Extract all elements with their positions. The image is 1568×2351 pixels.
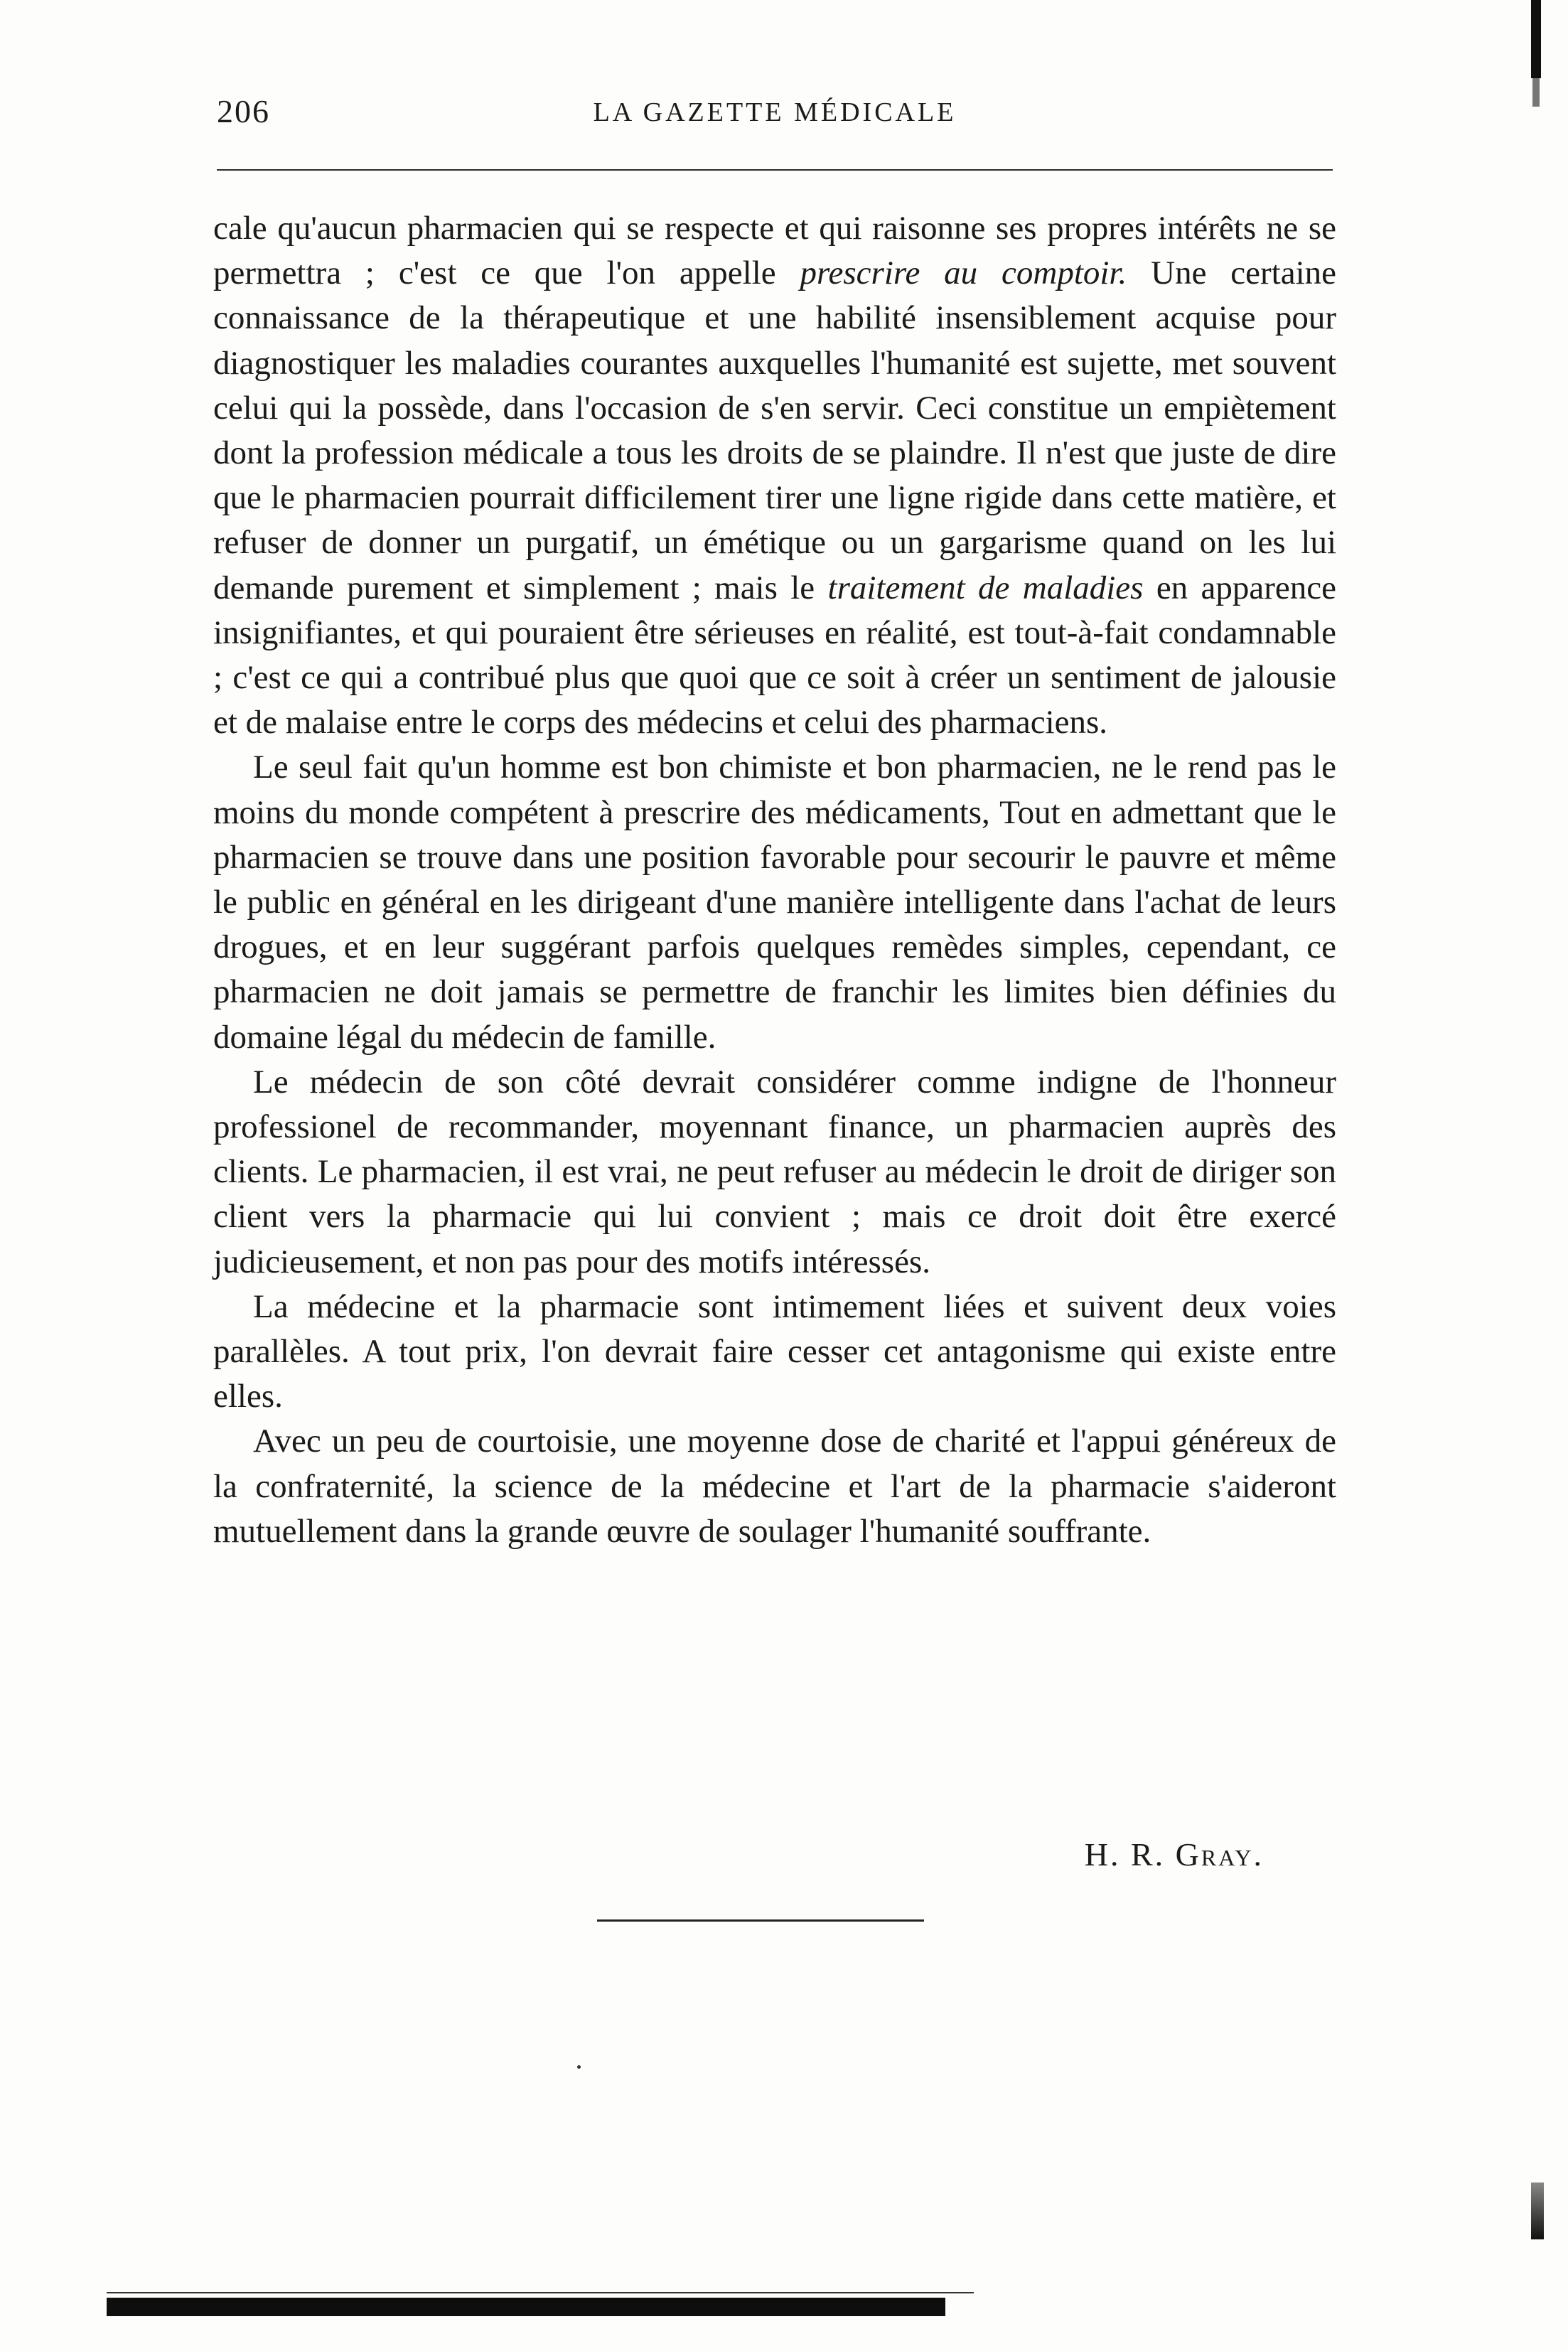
page-edge-mark xyxy=(1531,2183,1544,2239)
running-title: LA GAZETTE MÉDICALE xyxy=(593,97,957,127)
page-header xyxy=(217,92,1333,135)
scan-artifact-line xyxy=(107,2292,974,2293)
page-number: 206 xyxy=(217,93,270,129)
page-edge-mark xyxy=(1531,0,1541,78)
page-edge-mark xyxy=(1532,78,1540,107)
paragraph-1-text-b: Une certaine connaissance de la thérapeutique et une habilité insensiblement acquise pour diagnostiquer les maladies courantes auxquelles l'humanité est sujette, met souvent celui qui la possède, dans l'occasion de s'en servir. Ceci constitue un empiètement dont la profession médicale a tous les droits de se plaindre. Il n'est que juste de dire que le pharmacien pourrait difficilement tirer une ligne rigide dans cette matière, et refuser de donner un purgatif, un émétique ou un gargarisme quand on les lui demande purement et simplement ; mais le xyxy=(213,255,1336,606)
italic-phrase-prescrire: prescrire au comptoir. xyxy=(800,255,1127,292)
header-rule xyxy=(217,169,1333,171)
article-body xyxy=(213,206,1336,1554)
paragraph-4: La médecine et la pharmacie sont intimement liées et suivent deux voies parallèles. A tout prix, l'on devrait faire cesser cet antagonisme qui existe entre elles. xyxy=(213,1287,1336,1415)
paragraph-3: Le médecin de son côté devrait considérer comme indigne de l'honneur professionel de recommander, moyennant finance, un pharmacien auprès des clients. Le pharmacien, il est vrai, ne peut refuser au médecin le droit de diriger son client vers la pharmacie qui lui convient ; mais ce droit doit être exercé judicieusement, et non pas pour des motifs intéressés. xyxy=(213,1063,1336,1280)
author-initials: H. R. xyxy=(1084,1836,1176,1873)
author-signature xyxy=(1085,1836,1264,1873)
paragraph-5: Avec un peu de courtoisie, une moyenne dose de charité et l'appui généreux de la confraternité, la science de la médecine et l'art de la pharmacie s'aideront mutuellement dans la grande œuvre de soulager l'humanité souffrante. xyxy=(213,1423,1336,1550)
ink-speck xyxy=(577,2065,581,2069)
paragraph-1 xyxy=(213,206,1336,745)
author-surname: Gray. xyxy=(1175,1836,1264,1873)
scan-artifact-bar xyxy=(107,2298,945,2316)
italic-phrase-traitement: traitement de maladies xyxy=(827,569,1144,606)
paragraph-2: Le seul fait qu'un homme est bon chimiste et bon pharmacien, ne le rend pas le moins du monde compétent à prescrire des médicaments, Tout en admettant que le pharmacien se trouve dans une position favorable pour secourir le pauvre et même le public en général en les dirigeant d'une manière intelligente dans l'achat de leurs drogues, et en leur suggérant parfois quelques remèdes simples, cependant, ce pharmacien ne doit jamais se permettre de franchir les limites bien définies du domaine légal du médecin de famille. xyxy=(213,749,1336,1056)
closing-rule xyxy=(597,1919,924,1922)
paragraph-1-text-c: en apparence insignifiantes, et qui pouraient être sérieuses en réalité, est tout-à-fait condamnable ; c'est ce qui a contribué plus que quoi que ce soit à créer un sentiment de jalousie et de malaise entre le corps des médecins et celui des pharmaciens. xyxy=(213,569,1336,741)
paragraph-1-text-a: cale qu'aucun pharmacien qui se respecte et qui raisonne ses propres intérêts ne se permettra ; c'est ce que l'on appelle xyxy=(213,210,1336,292)
